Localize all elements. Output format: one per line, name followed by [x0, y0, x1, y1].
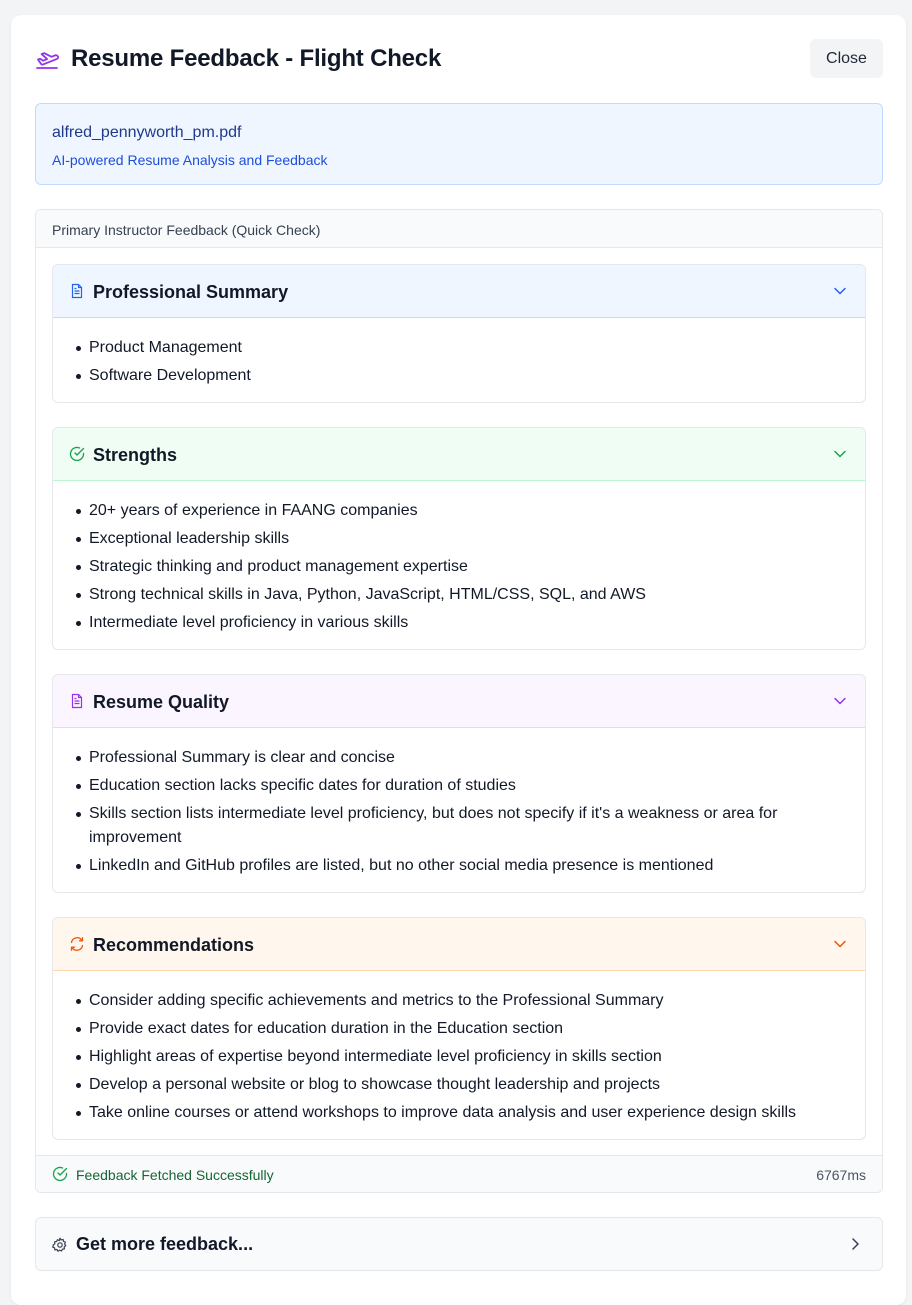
status-text: Feedback Fetched Successfully [76, 1167, 274, 1183]
section-header-professional-summary[interactable] [53, 265, 865, 318]
file-name: alfred_pennyworth_pm.pdf [52, 124, 242, 141]
section-title: Professional Summary [93, 282, 289, 302]
chevron-down-icon[interactable] [833, 447, 847, 461]
document-icon [69, 693, 85, 709]
file-info-box [35, 103, 883, 185]
section-body [53, 971, 865, 1129]
page-title: Resume Feedback - Flight Check [71, 45, 442, 72]
check-circle-icon [69, 446, 85, 462]
list-item: Take online courses or attend workshops to improve data analysis and user experience design skills [89, 1101, 849, 1125]
list-item: Consider adding specific achievements and metrics to the Professional Summary [89, 989, 849, 1013]
check-circle-icon [52, 1166, 68, 1182]
gear-icon [52, 1237, 68, 1253]
feedback-card-header [36, 210, 882, 248]
chevron-down-icon[interactable] [833, 937, 847, 951]
section-professional-summary [52, 264, 866, 403]
modal-header [35, 39, 883, 79]
section-body [53, 318, 865, 392]
feedback-card-footer [36, 1155, 882, 1192]
section-body [53, 728, 865, 882]
feedback-heading: Primary Instructor Feedback (Quick Check) [52, 222, 321, 238]
chevron-right-icon [848, 1237, 862, 1251]
section-body [53, 481, 865, 639]
list-item: Provide exact dates for education duration in the Education section [89, 1017, 849, 1041]
list-item: Highlight areas of expertise beyond intermediate level proficiency in skills section [89, 1045, 849, 1069]
chevron-down-icon[interactable] [833, 284, 847, 298]
list-item: Develop a personal website or blog to showcase thought leadership and projects [89, 1073, 849, 1097]
section-header-strengths[interactable] [53, 428, 865, 481]
section-resume-quality [52, 674, 866, 893]
feedback-modal [11, 15, 906, 1305]
list-item: Intermediate level proficiency in various skills [89, 611, 849, 635]
refresh-icon [69, 936, 85, 952]
list-item: Education section lacks specific dates for duration of studies [89, 774, 849, 798]
section-title: Strengths [93, 445, 178, 465]
elapsed-time: 6767ms [816, 1167, 866, 1183]
list-item: Exceptional leadership skills [89, 527, 849, 551]
list-item: 20+ years of experience in FAANG companies [89, 499, 849, 523]
list-item: Product Management [89, 336, 849, 360]
list-item: Software Development [89, 364, 849, 388]
get-more-feedback-label: Get more feedback... [76, 1234, 254, 1254]
feedback-card [35, 209, 883, 1193]
list-item: Professional Summary is clear and concise [89, 746, 849, 770]
list-item: Skills section lists intermediate level proficiency, but does not specify if it's a weakness or area for improvement [89, 802, 849, 850]
file-subtitle: AI-powered Resume Analysis and Feedback [52, 152, 328, 168]
document-icon [69, 283, 85, 299]
get-more-feedback-button[interactable] [35, 1217, 883, 1271]
list-item: LinkedIn and GitHub profiles are listed, but no other social media presence is mentioned [89, 854, 849, 878]
section-strengths [52, 427, 866, 650]
chevron-down-icon[interactable] [833, 694, 847, 708]
section-title: Resume Quality [93, 692, 230, 712]
close-button[interactable]: Close [810, 39, 883, 78]
list-item: Strong technical skills in Java, Python, JavaScript, HTML/CSS, SQL, and AWS [89, 583, 849, 607]
section-title: Recommendations [93, 935, 255, 955]
list-item: Strategic thinking and product management expertise [89, 555, 849, 579]
section-header-resume-quality[interactable] [53, 675, 865, 728]
section-recommendations [52, 917, 866, 1140]
section-header-recommendations[interactable] [53, 918, 865, 971]
plane-departure-icon [35, 47, 59, 71]
